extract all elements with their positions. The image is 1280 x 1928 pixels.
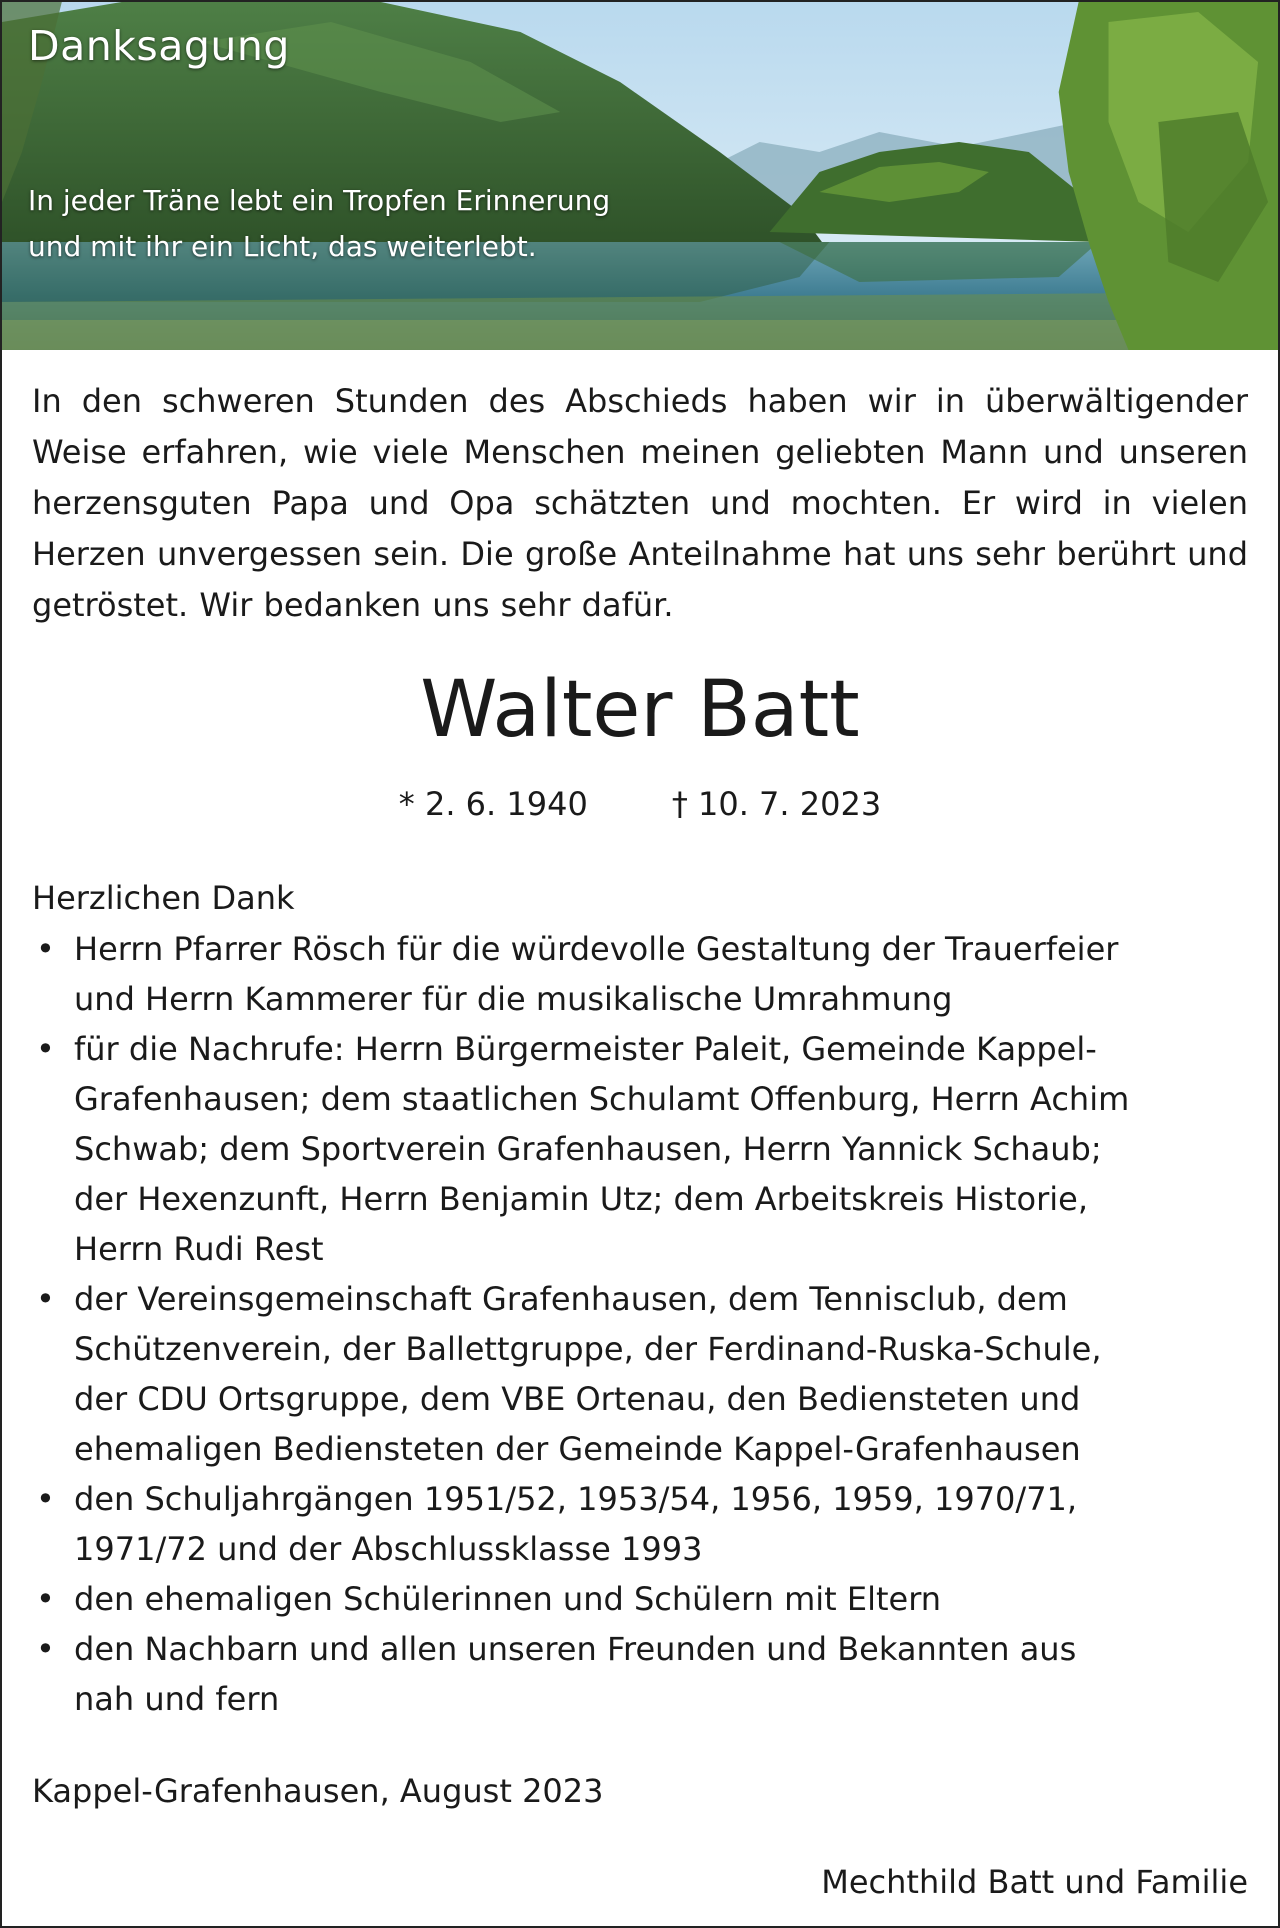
thanks-list (32, 924, 1248, 1724)
bullet-icon: • (36, 1030, 55, 1068)
thanks-item-line: den ehemaligen Schülerinnen und Schülern mit Eltern (74, 1580, 942, 1618)
bullet-icon: • (36, 930, 55, 968)
thanks-item-line: der CDU Ortsgruppe, dem VBE Ortenau, den Bediensteten und (74, 1380, 1081, 1418)
bullet-icon: • (36, 1280, 55, 1318)
birth-date: * 2. 6. 1940 (398, 785, 588, 823)
thanks-list-item (32, 1274, 1248, 1474)
banner-title: Danksagung (28, 22, 290, 70)
thanks-item-line: Schützenverein, der Ballettgruppe, der Ferdinand-Ruska-Schule, (74, 1330, 1102, 1368)
thanks-item-line: Herrn Rudi Rest (74, 1230, 324, 1268)
place-and-date: Kappel-Grafenhausen, August 2023 (32, 1772, 604, 1810)
thanks-item-line: 1971/72 und der Abschlussklasse 1993 (74, 1530, 703, 1568)
thanks-item-line: ehemaligen Bediensteten der Gemeinde Kappel-Grafenhausen (74, 1430, 1081, 1468)
signature: Mechthild Batt und Familie (821, 1863, 1248, 1901)
thanks-item-line: Herrn Pfarrer Rösch für die würdevolle Gestaltung der Trauerfeier (74, 930, 1119, 968)
thanks-item-line: der Hexenzunft, Herrn Benjamin Utz; dem Arbeitskreis Historie, (74, 1180, 1088, 1218)
thanks-item-line: und Herrn Kammerer für die musikalische Umrahmung (74, 980, 953, 1018)
thanks-item-line: Schwab; dem Sportverein Grafenhausen, Herrn Yannick Schaub; (74, 1130, 1102, 1168)
thanks-item-line: den Schuljahrgängen 1951/52, 1953/54, 1956, 1959, 1970/71, (74, 1480, 1078, 1518)
thanks-item-line: der Vereinsgemeinschaft Grafenhausen, dem Tennisclub, dem (74, 1280, 1068, 1318)
thanks-list-item (32, 1624, 1248, 1724)
thanks-list-item (32, 1474, 1248, 1574)
life-dates (32, 785, 1248, 823)
thanks-item-line: Grafenhausen; dem staatlichen Schulamt Offenburg, Herrn Achim (74, 1080, 1130, 1118)
banner-quote (28, 178, 610, 270)
thanks-item-line: nah und fern (74, 1680, 280, 1718)
thanks-item-line: den Nachbarn und allen unseren Freunden und Bekannten aus (74, 1630, 1077, 1668)
intro-paragraph: In den schweren Stunden des Abschieds haben wir in überwältigender Weise erfahren, wie viele Menschen meinen geliebten Mann und unseren herzensguten Papa und Opa schätzten und mochten. Er wird in vielen Herzen unvergessen sein. Die große Anteilnahme hat uns sehr berührt und getröstet. Wir bedanken uns sehr dafür. (32, 382, 1248, 624)
notice-body (2, 350, 1278, 1908)
thanks-heading: Herzlichen Dank (32, 879, 295, 917)
bullet-icon: • (36, 1580, 55, 1618)
thanks-item-line: für die Nachrufe: Herrn Bürgermeister Paleit, Gemeinde Kappel- (74, 1030, 1097, 1068)
header-banner (2, 2, 1278, 350)
quote-line: In jeder Träne lebt ein Tropfen Erinnerung (28, 184, 611, 217)
thanks-list-item (32, 1574, 1248, 1624)
thanks-list-item (32, 1024, 1248, 1274)
quote-line: und mit ihr ein Licht, das weiterlebt. (28, 230, 537, 263)
death-date: † 10. 7. 2023 (671, 785, 882, 823)
deceased-name: Walter Batt (420, 665, 860, 755)
thanks-list-item (32, 924, 1248, 1024)
bullet-icon: • (36, 1480, 55, 1518)
bullet-icon: • (36, 1630, 55, 1668)
